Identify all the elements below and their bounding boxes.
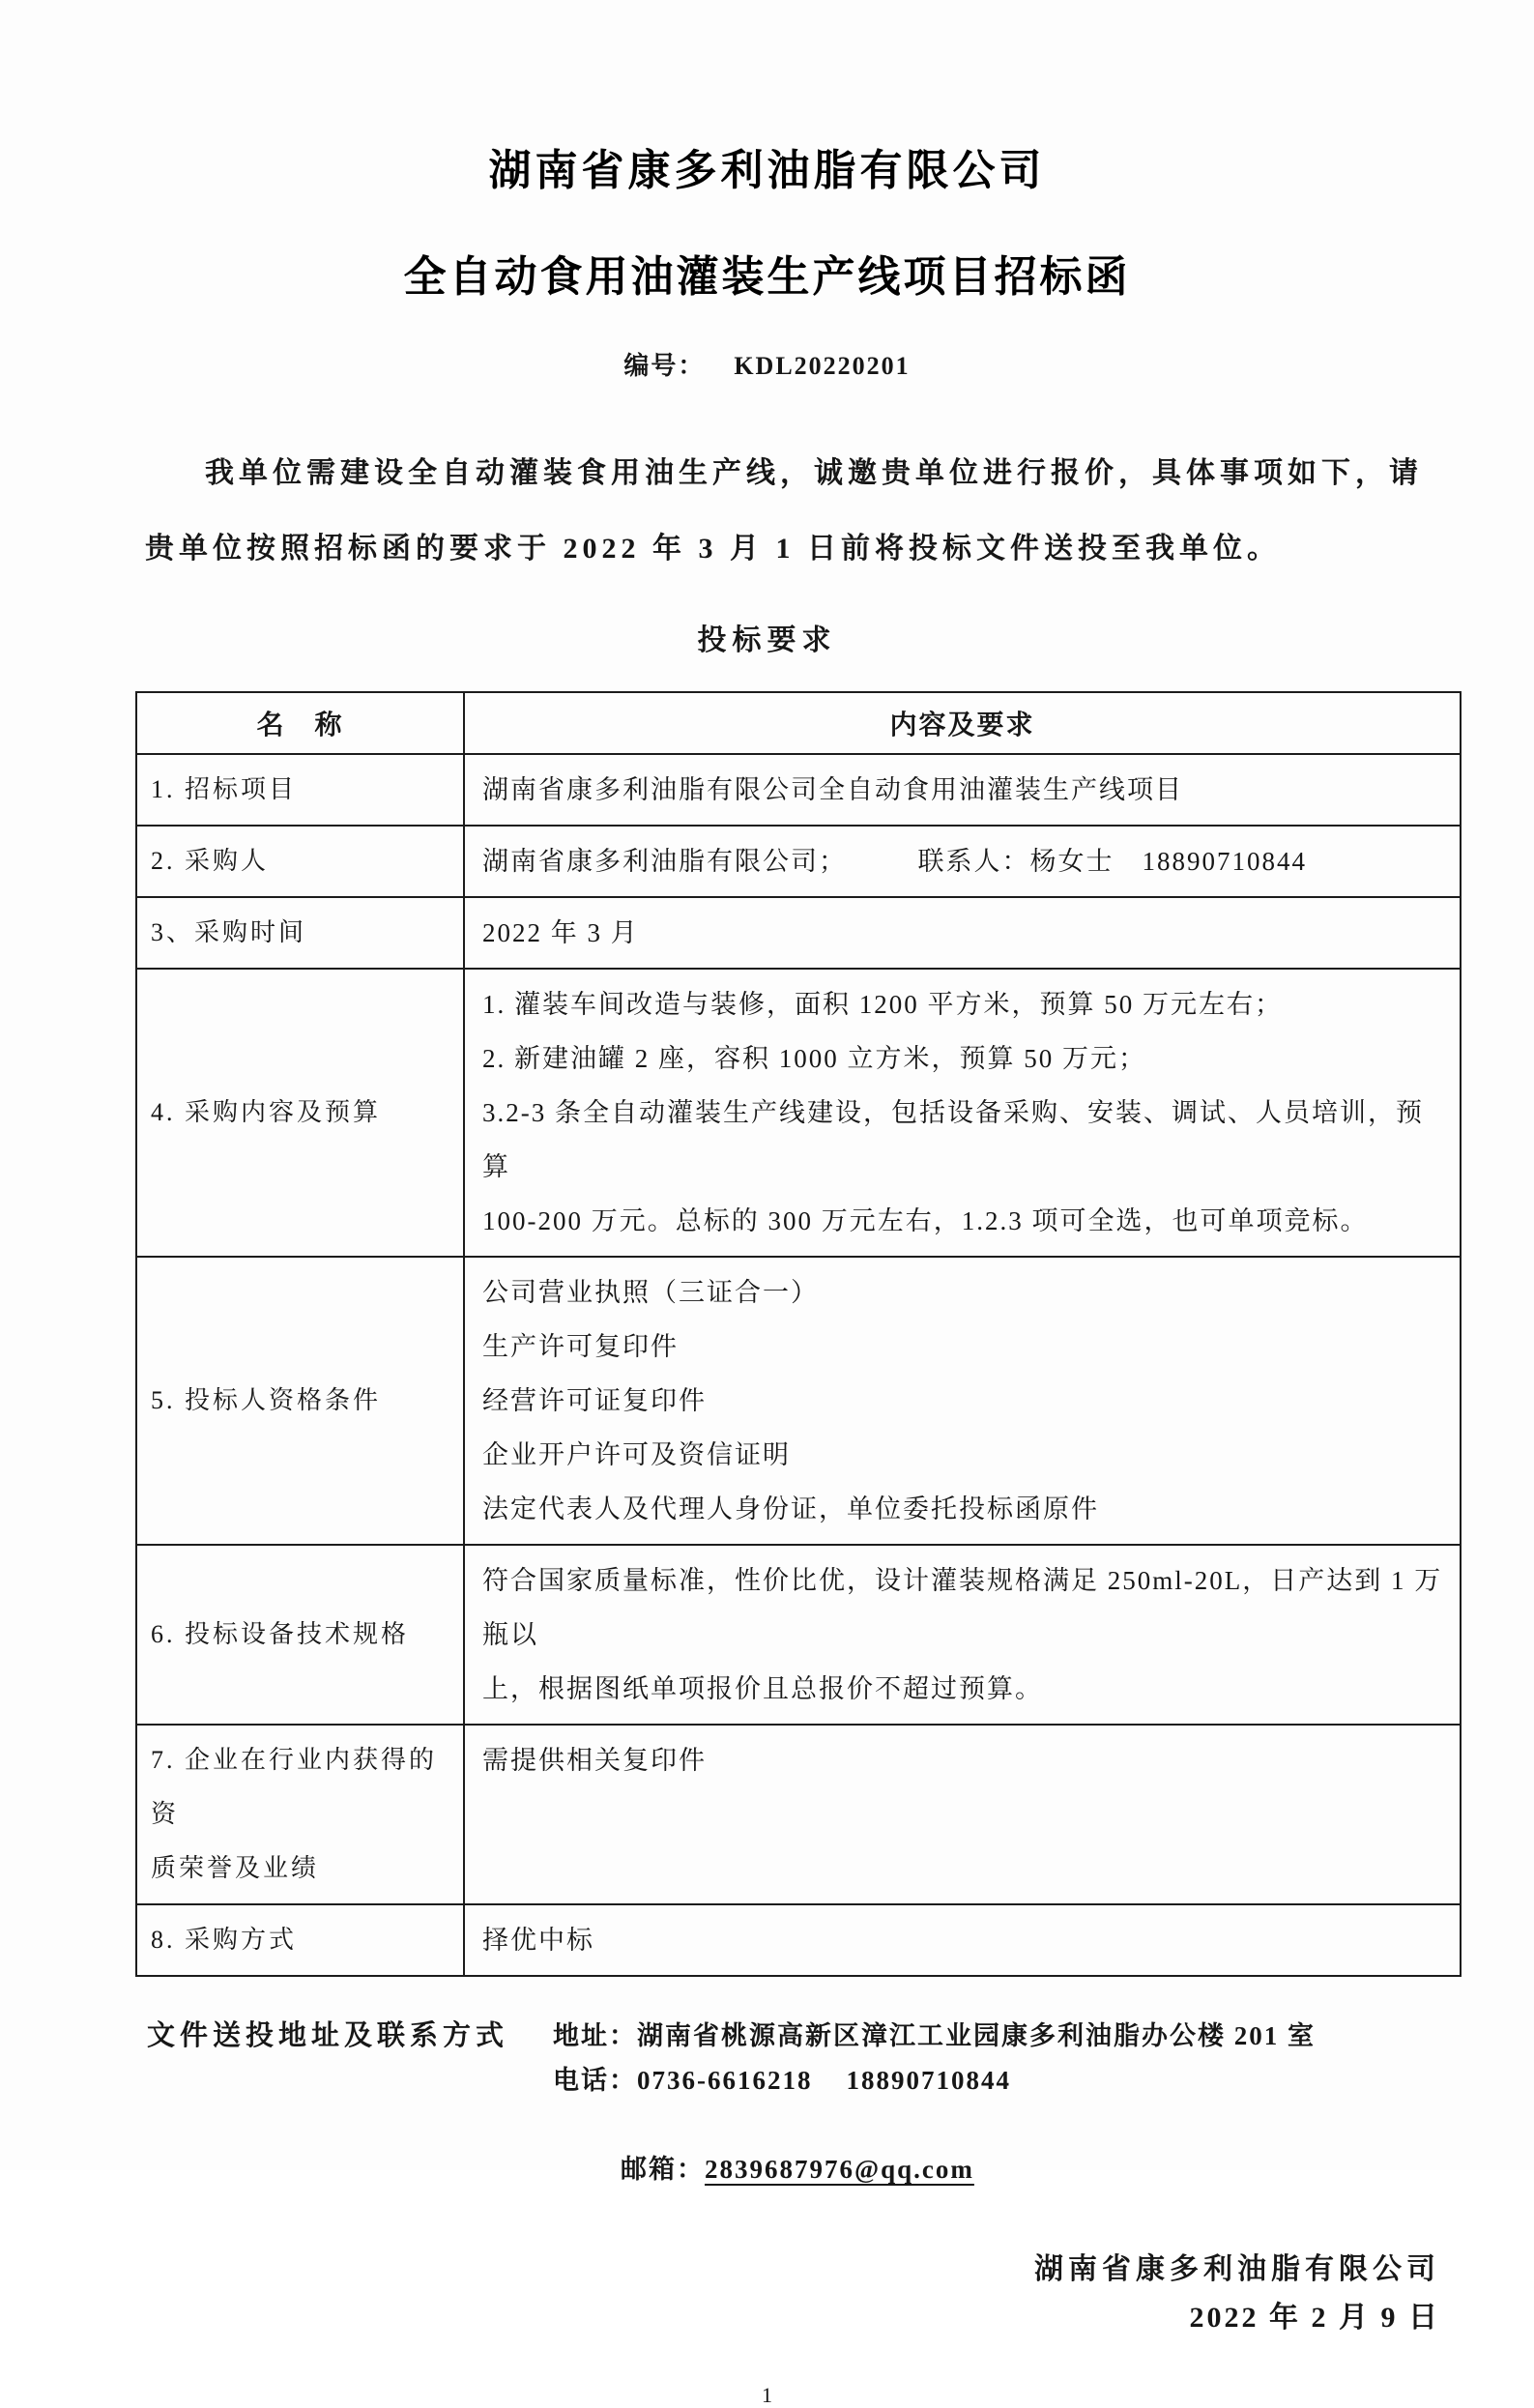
table-row [136,1725,1461,1904]
requirements-table [135,691,1462,1977]
row-content-line: 2. 新建油罐 2 座，容积 1000 立方米，预算 50 万元； [482,1044,1146,1073]
contact-label: 文件送投地址及联系方式 [147,2020,509,2051]
contact-details [553,2014,1316,2236]
doc-number-line [0,346,1534,382]
address-line: 地址：湖南省桃源高新区漳江工业园康多利油脂办公楼 201 室 [553,2021,1316,2050]
table-row [136,897,1461,969]
row-content-line: 法定代表人及代理人身份证，单位委托投标函原件 [482,1494,1099,1523]
email-label: 邮箱： [621,2155,705,2184]
intro-line-1: 我单位需建设全自动灌装食用油生产线，诚邀贵单位进行报价，具体事项如下，请 [205,457,1423,489]
row-content-line: 择优中标 [482,1926,594,1955]
column-header-name: 名 称 [136,692,464,754]
doc-number-label: 编号： [623,352,706,380]
table-row [136,826,1461,897]
row-name: 6. 投标设备技术规格 [151,1620,410,1648]
document-title: 湖南省康多利油脂有限公司 [488,147,1046,194]
row-content-line: 经营许可证复印件 [482,1386,707,1415]
row-content-line: 符合国家质量标准，性价比优，设计灌装规格满足 250ml-20L，日产达到 1 万瓶以 [482,1566,1443,1649]
row-name: 3、采购时间 [151,918,307,946]
signature-block [0,2246,1534,2342]
delivery-contact-section [147,2014,1534,2236]
row-content-line: 企业开户许可及资信证明 [482,1440,791,1469]
table-row [136,1904,1461,1976]
doc-number-value: KDL20220201 [734,352,911,380]
signature-company: 湖南省康多利油脂有限公司 [1034,2253,1440,2285]
row-content-line: 3.2-3 条全自动灌装生产线建设，包括设备采购、安装、调试、人员培训，预算 [482,1098,1424,1181]
row-content-line: 100-200 万元。总标的 300 万元左右，1.2.3 项可全选，也可单项竞标。 [482,1206,1369,1235]
row-name: 1. 招标项目 [151,775,298,803]
table-row [136,969,1461,1257]
intro-line-2: 贵单位按照招标函的要求于 2022 年 3 月 1 日前将投标文件送投至我单位。 [145,533,1281,565]
intro-paragraph [145,436,1442,587]
table-header-row [136,692,1461,754]
row-name: 5. 投标人资格条件 [151,1386,382,1414]
document-subtitle: 全自动食用油灌装生产线项目招标函 [403,253,1131,301]
row-name-line-2: 质荣誉及业绩 [151,1854,320,1882]
requirements-heading: 投标要求 [697,624,837,656]
row-name: 8. 采购方式 [151,1926,298,1954]
email-line [553,2103,1316,2236]
row-content-line: 湖南省康多利油脂有限公司； 联系人：杨女士 18890710844 [482,847,1307,876]
phone-line: 电话：0736-6616218 18890710844 [553,2066,1011,2095]
table-row [136,1545,1461,1725]
row-content-line: 需提供相关复印件 [482,1746,707,1775]
email-address: 2839687976@qq.com [705,2155,974,2184]
row-name: 7. 企业在行业内获得的资 [151,1746,438,1828]
table-row [136,1257,1461,1545]
signature-date: 2022 年 2 月 9 日 [1189,2302,1440,2334]
row-content-line: 公司营业执照（三证合一） [482,1278,819,1307]
table-row [136,754,1461,826]
column-header-content: 内容及要求 [464,692,1461,754]
row-content-line: 2022 年 3 月 [482,918,639,947]
row-content-line: 1. 灌装车间改造与装修，面积 1200 平方米，预算 50 万元左右； [482,990,1283,1019]
row-content-line: 湖南省康多利油脂有限公司全自动食用油灌装生产线项目 [482,775,1183,804]
page-number: 1 [762,2383,772,2407]
row-content-line: 上，根据图纸单项报价且总报价不超过预算。 [482,1674,1043,1703]
row-content-line: 生产许可复印件 [482,1332,679,1361]
row-name: 4. 采购内容及预算 [151,1098,382,1126]
row-name: 2. 采购人 [151,847,270,875]
